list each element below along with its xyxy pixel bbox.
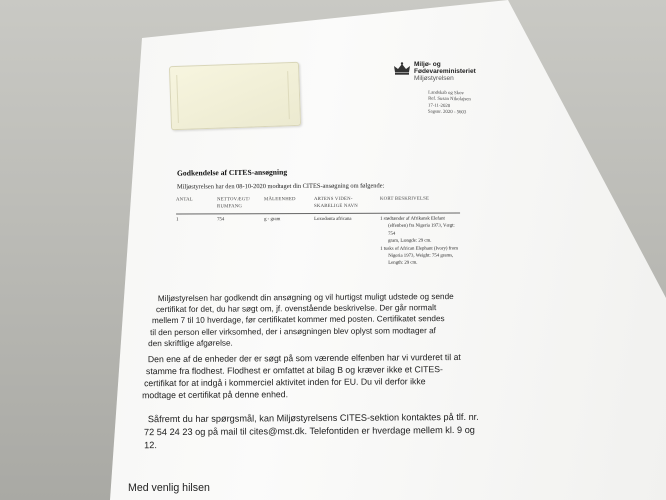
col-header-netto-2: RUMFANG: [217, 204, 243, 210]
paragraph-contact: [138, 411, 496, 452]
cell-netto: 754: [217, 217, 225, 223]
col-header-antal: ANTAL: [176, 197, 193, 203]
document-title: Godkendelse af CITES-ansøgning: [176, 167, 288, 178]
paragraph-hippo: [142, 351, 490, 401]
col-header-kort: KORT BESKRIVELSE: [380, 196, 430, 202]
paragraph-line: 72 54 24 23 og på mail til cites@mst.dk. Telefontiden er hverdage mellem kl. 9 og: [143, 424, 475, 438]
cell-antal: 1: [176, 217, 179, 223]
address-line: Sagsnr. 2020 - 5603: [427, 109, 467, 116]
col-header-netto: [217, 196, 250, 210]
paragraph-line: certifikat for at indgå i kommerciel aktivitet inden for EU. Du vil derfor ikke: [144, 376, 426, 389]
sender-address: [428, 91, 471, 117]
paragraph-approval: [148, 291, 478, 349]
paragraph-line: Den ene af de enheder der er søgt på som værende elfenben har vi vurderet til at: [147, 351, 461, 365]
ministry-line1: Miljø- og: [414, 61, 441, 68]
application-table: [176, 196, 460, 267]
redaction-sticker: [169, 62, 301, 130]
description-line: Length: 29 cm.: [388, 261, 418, 267]
closing-greeting: Med venlig hilsen: [128, 482, 210, 494]
col-header-maale: MÅLEENHED: [264, 197, 296, 203]
paragraph-line: den skriftlige afgørelse.: [148, 338, 233, 348]
cell-maale: g - gram: [264, 217, 281, 223]
paragraph-line: certifikat for det, du har søgt om, jf. ovenstående beskrivelse. Der går normalt: [155, 303, 437, 315]
description-line: 1 tusks of African Elephant (Ivory) from: [380, 246, 458, 252]
paragraph-line: Miljøstyrelsen har godkendt din ansøgning og vil hurtigst muligt udstede og sende: [157, 292, 454, 304]
paragraph-line: til den person eller virksomhed, der i ansøgningen blev oplyst som modtager af: [150, 325, 436, 337]
ministry-sub: Miljøstyrelsen: [414, 75, 454, 82]
col-header-art: [314, 196, 358, 210]
intro-text: Miljøstyrelsen har den 08-10-2020 modtaget din CITES-ansøgning om følgende:: [176, 182, 385, 191]
cell-art: Loxodonta africana: [314, 216, 352, 223]
col-header-art-2: SKABELIGE NAVN: [314, 203, 358, 210]
cell-description: [380, 216, 460, 268]
ministry-line2: Fødevareministeriet: [414, 68, 476, 75]
address-line: Landskab og Skov: [428, 90, 464, 97]
paragraph-line: Såfremt du har spørgsmål, kan Miljøstyrelsens CITES-sektion kontaktes på tlf. nr.: [147, 411, 479, 425]
paragraph-line: modtage et certifikat på denne enhed.: [142, 389, 289, 401]
address-line: Ref. Susan Nikolajsen: [428, 97, 471, 103]
col-header-netto-1: NETTOVÆGT/: [217, 197, 251, 203]
description-line: 1 stødtænder af Afrikansk Elefant: [380, 216, 445, 222]
address-line: 17-11-2020: [427, 103, 451, 109]
paragraph-line: stamme fra flodhest. Flodhest er omfattet at bilag B og kræver ikke et CITES-: [145, 364, 443, 377]
description-line: gram, Længde: 29 cm.: [388, 238, 432, 244]
description-line: (elfenben) fra Nigeria 1973, Vægt: 754: [388, 223, 455, 237]
ministry-name: [414, 61, 476, 82]
col-header-art-1: ARTENS VIDEN-: [314, 196, 353, 203]
description-line: Nigeria 1973, Weight: 754 grams,: [388, 253, 454, 259]
paragraph-line: 12.: [144, 439, 157, 450]
crown-icon: [393, 62, 411, 76]
paragraph-line: mellem 7 til 10 hverdage, før certifikatet kommer med posten. Certifikatet sendes: [151, 314, 445, 326]
